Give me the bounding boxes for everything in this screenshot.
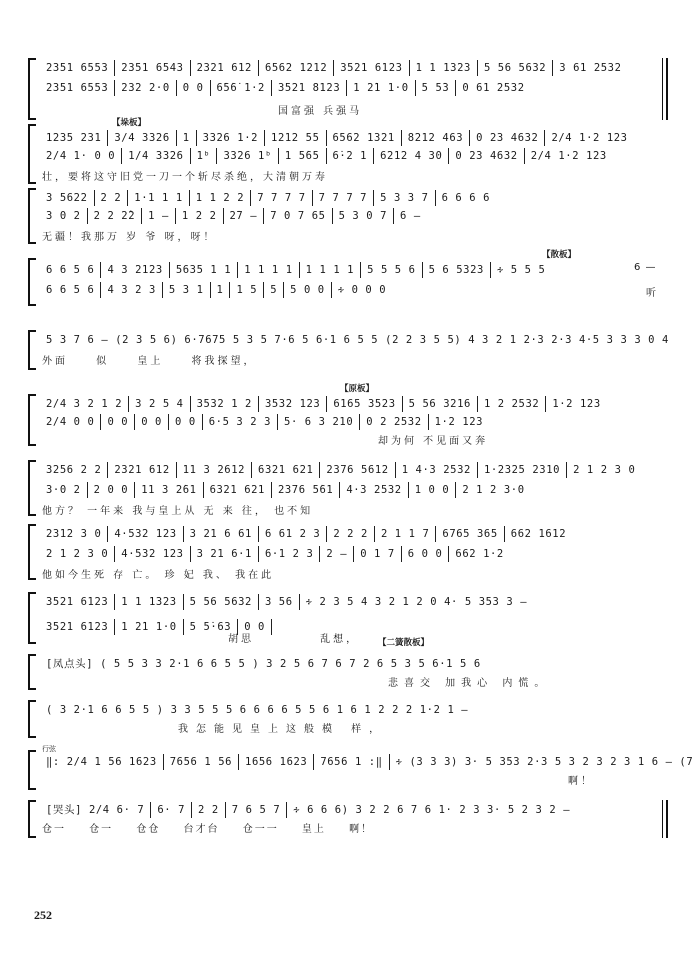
- measure: 2/4 0 0: [40, 414, 101, 430]
- measure: 662 1612: [510, 528, 567, 540]
- measure: 0 1 7: [354, 546, 402, 562]
- measure: 1 2 2532: [478, 396, 546, 412]
- system-bracket: [28, 592, 36, 644]
- measure: 5· 6 3 210: [278, 414, 360, 430]
- measure: 5 3 3 7: [374, 190, 435, 206]
- measure: 5 56 5632: [184, 594, 259, 610]
- staff-row-upper: [40, 130, 660, 148]
- measure: 2351 6553: [40, 80, 115, 96]
- measure: 1 2̇1 1·0: [115, 619, 183, 635]
- measure: 5 3 0 7: [333, 208, 394, 224]
- staff-row-upper: [40, 60, 660, 78]
- measure: 6562 1321: [327, 130, 402, 146]
- section-label: 行弦: [42, 745, 56, 753]
- system-bracket: [28, 750, 36, 790]
- measure: 5 6 5323: [423, 262, 491, 278]
- measure: 1656 1623: [239, 754, 314, 770]
- measure: 6 61 2 3: [259, 526, 327, 542]
- system-8: [28, 524, 668, 580]
- measure: 6·5 3 2 3: [203, 414, 278, 430]
- measure: 1212 55: [265, 130, 326, 146]
- measure: 2 1 2 3 0: [40, 546, 115, 562]
- measure: 3 2 5 4: [129, 396, 190, 412]
- measure: 1 2̇1 1·0: [347, 80, 415, 96]
- measure: 2 —: [320, 546, 354, 562]
- measure: ∻ 5 5 5: [496, 264, 546, 276]
- measure: 1: [177, 130, 197, 146]
- measure: 6321 621: [252, 462, 320, 478]
- staff-row-lower: [40, 282, 624, 300]
- measure: 3 21 6 61: [184, 526, 259, 542]
- measure: 5 3 1: [163, 282, 211, 298]
- lyrics-line: 啊！: [568, 776, 594, 787]
- barline-end: [662, 58, 668, 120]
- staff-row: [40, 702, 660, 720]
- measure: 4·532 123: [108, 526, 183, 542]
- system-bracket: [28, 654, 36, 690]
- measure: 1ᵇ: [191, 148, 218, 164]
- system-bracket: [28, 700, 36, 738]
- measure: 1·1 1 1: [128, 190, 189, 206]
- measure: 4·3 2532: [340, 482, 408, 498]
- measure: 1·2 123: [552, 398, 601, 410]
- measure: 2 2 2̂2: [88, 208, 143, 224]
- system-bracket: [28, 394, 36, 446]
- measure: ∻ (3 3 3) 3· 5 353 2·3 5 3 2 3 2 3 1 6 — (7: [395, 756, 694, 768]
- system-6: [28, 384, 668, 447]
- system-bracket: [28, 188, 36, 244]
- measure: 3521 6123: [40, 619, 115, 635]
- measure: 1 2 2: [176, 208, 224, 224]
- measure: 7 6 5 7: [226, 802, 287, 818]
- measure: [272, 614, 284, 630]
- lyrics-line: 他如今生死 存 亡。 珍 妃 我、 我在此: [42, 570, 275, 581]
- system-bracket: [28, 460, 36, 516]
- measure: 6 6 6 6: [441, 192, 491, 204]
- measure: 3326 1·2: [197, 130, 265, 146]
- measure: 7 7 7 7: [313, 190, 374, 206]
- system-2: [28, 118, 668, 184]
- measure: 5 0 0: [284, 282, 332, 298]
- measure: 6321 621: [204, 482, 272, 498]
- measure: 2 0 0: [88, 482, 136, 498]
- measure: 6̇·2 1: [327, 148, 375, 164]
- lyrics-line: 外面 似 皇上 将我探望，: [42, 356, 257, 367]
- staff-row-upper: [40, 462, 660, 480]
- lyrics-line: 壮，要将这守旧党一刀一个斩尽杀绝，大清朝万寿: [42, 172, 328, 183]
- measure: 6̇5̇6̇ 1·2: [211, 80, 272, 96]
- system-bracket: [28, 330, 36, 370]
- measure: 3·0 2: [40, 482, 88, 498]
- measure: 1: [211, 282, 231, 298]
- measure: 7656 1 :‖: [314, 754, 389, 770]
- measure: [凤点头] ( 5 5 3 3 2·1 6 6 5 5 ) 3 2 5 6 7 6 7 2 6 5 3 5 6·1 5 6: [46, 658, 481, 670]
- measure: 5 5 5 6: [361, 262, 422, 278]
- measure: ‖: 2/4 1 56 1623: [40, 754, 164, 770]
- measure: 1 1 1323: [410, 60, 478, 76]
- measure: ∻ 6 6 6) 3 2 2 6 7 6 1· 2 3 3· 5 2 3 2 —: [293, 804, 571, 816]
- system-bracket: [28, 58, 36, 120]
- section-label: 【原板】: [340, 384, 375, 394]
- measure: 0 61 2532: [462, 82, 525, 94]
- measure: 1/4 3326: [122, 148, 190, 164]
- staff-row-upper: [40, 396, 660, 414]
- measure: 5 3 7 6 — (2 3 5 6) 6·7675 5 3 5 7·6 5 6·1 6 5 5 (2 2 3 5 5) 4 3 2 1 2·3 2·3 4·5 3 3 3 0 4: [46, 334, 669, 346]
- measure: 2321 612: [191, 60, 259, 76]
- system-4: [28, 250, 668, 306]
- lyrics-line: 胡思 乱想，: [228, 634, 360, 645]
- measure: 1·2 123: [434, 416, 484, 428]
- staff-row: [40, 802, 660, 820]
- staff-row-lower: [40, 482, 660, 500]
- measure: 2 2 2: [327, 526, 375, 542]
- measure: 3521 6123: [334, 60, 409, 76]
- measure: 3 21 6·1: [191, 546, 259, 562]
- measure: 1 1 2 2: [190, 190, 251, 206]
- system-1: [28, 58, 668, 120]
- measure: 1235 231: [40, 130, 108, 146]
- measure: 0 23 4632: [470, 130, 545, 146]
- staff-row-lower: [40, 208, 660, 226]
- staff-row: [40, 656, 660, 674]
- system-5: [28, 330, 668, 370]
- measure: 3256 2 2: [40, 462, 108, 478]
- staff-row: [40, 754, 694, 772]
- measure: 1 1 1323: [115, 594, 183, 610]
- staff-row-upper: [40, 262, 624, 280]
- measure: 3/4 3326: [108, 130, 176, 146]
- measure: ( 3 2·1 6 6 5 5 ) 3 3 5 5 5 6 6 6 6 5 5 6 1 6 1 2 2 2 1·2 1 —: [46, 704, 469, 716]
- measure: 3 0 2: [40, 208, 88, 224]
- measure: 11 3 2̇61: [135, 482, 203, 498]
- measure: 1 5̇65: [279, 148, 327, 164]
- measure: 1·2325 2310: [478, 462, 567, 478]
- measure: 1 1 1 1: [238, 262, 299, 278]
- measure: 7656 1 56: [164, 754, 239, 770]
- system-11: [28, 700, 668, 738]
- tail-notes: 6 —: [634, 262, 657, 273]
- measure: 1 0 0: [409, 482, 457, 498]
- measure: 2 1 1 7: [375, 526, 436, 542]
- measure: 2 1 2 3·0: [462, 484, 525, 496]
- measure: 0 2 2532: [360, 414, 428, 430]
- system-3: [28, 188, 668, 244]
- measure: 6765 365: [436, 526, 504, 542]
- measure: [哭头] 2/4 6· 7: [40, 802, 151, 818]
- measure: 1 4·3 2532: [396, 462, 478, 478]
- measure: 3 56: [259, 594, 300, 610]
- measure: 0 0: [101, 414, 135, 430]
- system-9: [28, 592, 668, 644]
- page-number: 252: [34, 908, 52, 922]
- measure: 2 2: [192, 802, 226, 818]
- system-bracket: [28, 258, 36, 306]
- measure: 3 61 2532: [559, 62, 622, 74]
- measure: ∻ 0 0 0: [337, 284, 387, 296]
- barline-final: [662, 800, 668, 838]
- measure: 4 3 2 3: [101, 282, 162, 298]
- staff-row-upper: [40, 190, 660, 208]
- system-7: [28, 460, 668, 516]
- measure: 3 5622: [40, 190, 95, 206]
- system-bracket: [28, 524, 36, 580]
- measure: 4 3 2123: [101, 262, 169, 278]
- staff-row: [40, 332, 669, 350]
- measure: 2321 612: [108, 462, 176, 478]
- measure: 6 0 0: [402, 546, 450, 562]
- lyrics-line: 国富强 兵强马: [278, 106, 363, 117]
- measure: 5 5̇3: [416, 80, 457, 96]
- measure: 6·1 2 3: [259, 546, 320, 562]
- measure: 1 5: [230, 282, 264, 298]
- measure: 2/4 1·2 123: [530, 150, 607, 162]
- measure: 0 0: [238, 619, 272, 635]
- measure: 5 56 3216: [403, 396, 478, 412]
- measure: 2/4 1·2 123: [551, 132, 628, 144]
- measure: 2/4 1· 0 0: [40, 148, 122, 164]
- lyrics-line: 听: [646, 288, 659, 299]
- measure: 0 0: [177, 80, 211, 96]
- measure: 2/4 3 2 1 2: [40, 396, 129, 412]
- measure: 0 0: [135, 414, 169, 430]
- measure: 3521 8123: [272, 80, 347, 96]
- measure: 8212 463: [402, 130, 470, 146]
- staff-row-lower: [40, 414, 660, 432]
- measure: 0 23 4632: [449, 148, 524, 164]
- system-bracket: [28, 124, 36, 184]
- measure: 4·532 123: [115, 546, 190, 562]
- section-label: 【垛板】: [112, 118, 147, 128]
- measure: 3326 1ᵇ: [217, 148, 278, 164]
- measure: 662 1·2: [455, 548, 504, 560]
- measure: 3532 1 2: [191, 396, 259, 412]
- measure: 7 7 7 7: [251, 190, 312, 206]
- system-12: [28, 745, 694, 790]
- lyrics-line: 悲喜交 加我心 内慌。: [388, 678, 551, 689]
- measure: 2312 3 0: [40, 526, 108, 542]
- lyrics-line: 我怎能见皇上这般模 样，: [178, 724, 388, 735]
- section-label: 【二簧散板】: [378, 638, 430, 648]
- system-bracket: [28, 800, 36, 838]
- lyrics-line: 仓一 仓一 仓仓 台才台 仓一一 皇上 啊！: [42, 824, 374, 835]
- measure: 2 1 2 3 0: [573, 464, 636, 476]
- section-label: 【散板】: [542, 250, 577, 260]
- measure: 0 0: [169, 414, 203, 430]
- measure: 5 5̇·63: [184, 619, 239, 635]
- measure: 7 0 7 65: [264, 208, 332, 224]
- measure: 6212 4 30: [374, 148, 449, 164]
- lyrics-line: 他方？ 一年来 我与皇上从 无 来 往， 也不知: [42, 506, 314, 517]
- measure: ∻ 2 3 5 4 3 2 1 2 0 4· 5 353 3 —: [305, 596, 528, 608]
- measure: 3532 123: [259, 396, 327, 412]
- measure: 1 1 1 1: [300, 262, 361, 278]
- measure: 2376 5612: [320, 462, 395, 478]
- measure: 3521 6123: [40, 594, 115, 610]
- measure: 6 6 5 6: [40, 282, 101, 298]
- measure: 2351 6543: [115, 60, 190, 76]
- measure: 6165 3523: [327, 396, 402, 412]
- staff-row-lower: [40, 148, 660, 166]
- staff-row-lower: [40, 80, 660, 98]
- measure: 6 6 5 6: [40, 262, 101, 278]
- staff-row-lower: [40, 546, 660, 564]
- system-13: [28, 800, 668, 838]
- lyrics-line: 无疆！我那万 岁 爷 呀，呀！: [42, 232, 217, 243]
- measure: 232 2·0: [115, 80, 176, 96]
- lyrics-line: 却为何 不见面又奔: [378, 436, 489, 447]
- measure: 6562 1212: [259, 60, 334, 76]
- measure: 11 3 2612: [177, 462, 252, 478]
- measure: 2376 5̇61: [272, 482, 340, 498]
- measure: 1 —: [142, 208, 176, 224]
- staff-row-upper: [40, 526, 660, 544]
- staff-row-upper: [40, 594, 660, 612]
- measure: 5: [264, 282, 284, 298]
- measure: 5 56 5632: [478, 60, 553, 76]
- measure: 5635 1 1: [170, 262, 238, 278]
- measure: 6· 7: [151, 802, 192, 818]
- measure: 6 —: [400, 210, 421, 222]
- measure: 2351 6553: [40, 60, 115, 76]
- measure: 2̇7 —: [224, 208, 265, 224]
- measure: 2 2: [95, 190, 129, 206]
